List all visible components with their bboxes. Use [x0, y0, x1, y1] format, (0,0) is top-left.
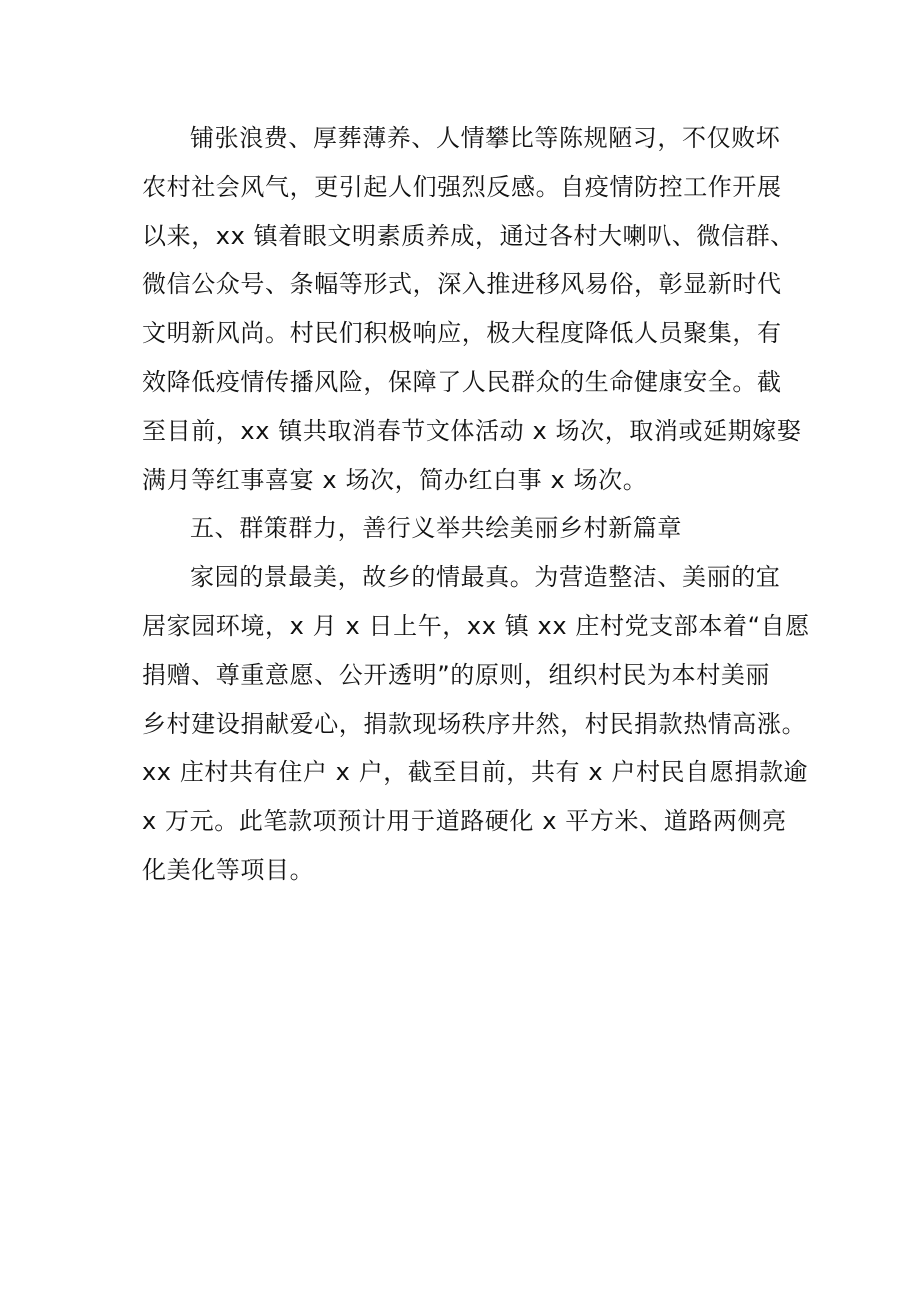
- paragraph-line: 捐赠、尊重意愿、公开透明”的原则，组织村民为本村美丽: [142, 660, 771, 689]
- section-heading: 五、群策群力，善行义举共绘美丽乡村新篇章: [190, 514, 682, 543]
- paragraph-line: 家园的景最美，故乡的情最真。为营造整洁、美丽的宜: [190, 563, 781, 592]
- paragraph-village-customs: [142, 114, 802, 504]
- paragraph-line: 满月等红事喜宴 x 场次，简办红白事 x 场次。: [142, 465, 648, 494]
- paragraph-line: 化美化等项目。: [142, 855, 315, 884]
- paragraph-line: 微信公众号、条幅等形式，深入推进移风易俗，彰显新时代: [142, 270, 782, 299]
- paragraph-line: 居家园环境，x 月 x 日上午，xx 镇 xx 庄村党支部本着“自愿: [142, 611, 810, 640]
- paragraph-line: xx 庄村共有住户 x 户，截至目前，共有 x 户村民自愿捐款逾: [142, 758, 809, 787]
- paragraph-donation: [142, 553, 810, 895]
- paragraph-line: 文明新风尚。村民们积极响应，极大程度降低人员聚集，有: [142, 319, 782, 348]
- paragraph-line: 铺张浪费、厚葬薄养、人情攀比等陈规陋习，不仅败坏: [190, 124, 781, 152]
- paragraph-line: 以来，xx 镇着眼文明素质养成，通过各村大喇叭、微信群、: [142, 221, 795, 250]
- paragraph-line: x 万元。此笔款项预计用于道路硬化 x 平方米、道路两侧亮: [142, 807, 787, 836]
- paragraph-line: 乡村建设捐献爱心，捐款现场秩序井然，村民捐款热情高涨。: [142, 709, 807, 738]
- paragraph-line: 效降低疫情传播风险，保障了人民群众的生命健康安全。截: [142, 367, 782, 396]
- document-body: [142, 114, 810, 895]
- paragraph-line: 农村社会风气，更引起人们强烈反感。自疫情防控工作开展: [142, 172, 782, 201]
- paragraph-line: 至目前，xx 镇共取消春节文体活动 x 场次，取消或延期嫁娶: [142, 416, 802, 445]
